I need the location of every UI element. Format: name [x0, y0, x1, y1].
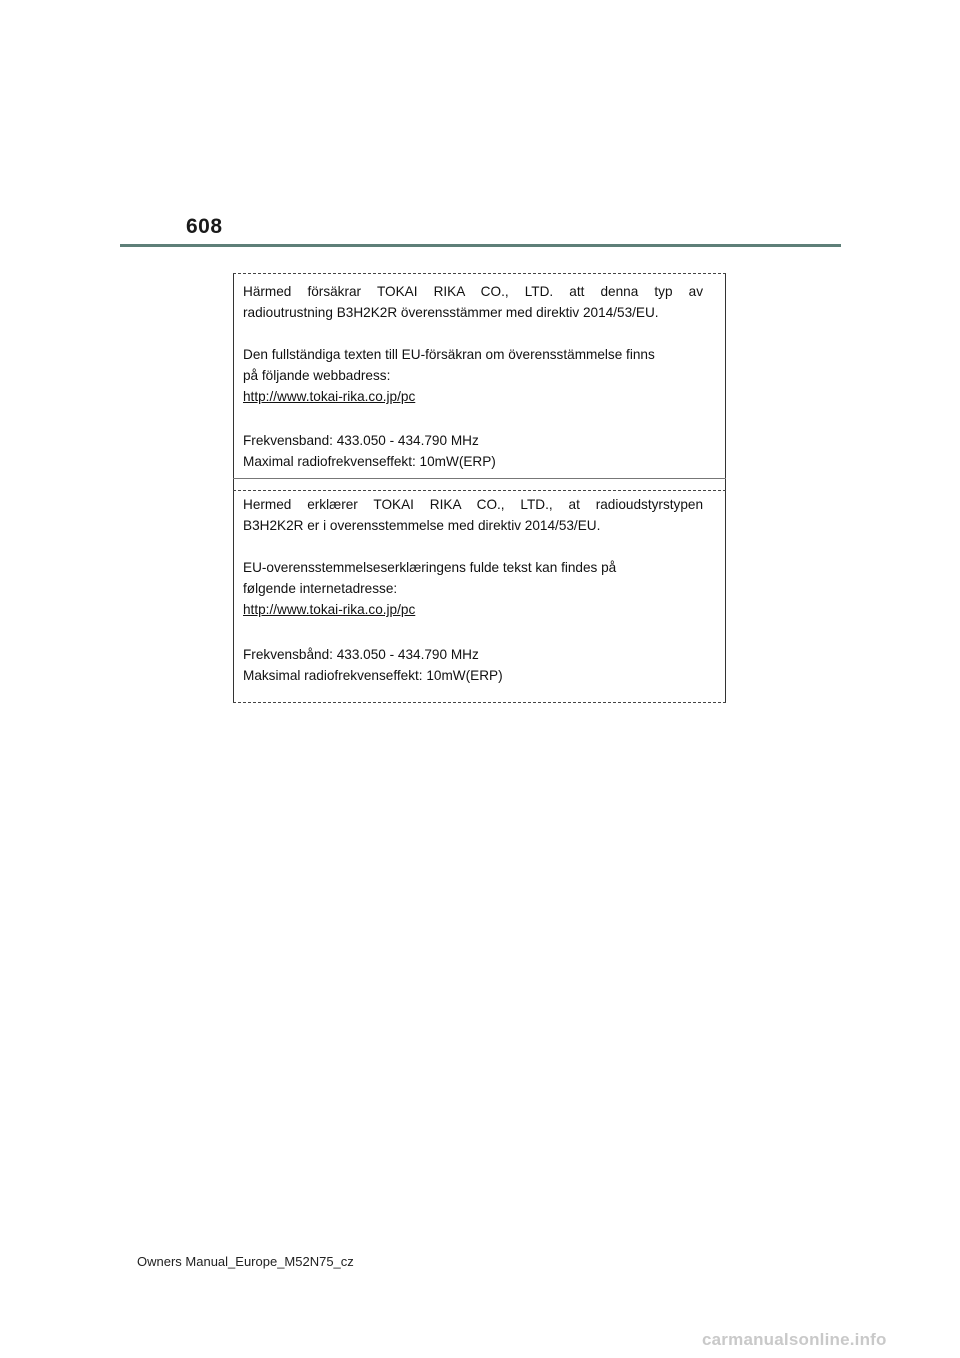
regulatory-notice-box: [233, 273, 726, 703]
danish-fulltext-line-1: EU-overensstemmelseserklæringens fulde tekst kan findes på: [243, 560, 617, 575]
swedish-fulltext-line-2: på följande webbadress:: [243, 368, 391, 383]
notice-section-divider: [233, 478, 726, 479]
swedish-declaration-line-1: Härmed försäkrar TOKAI RIKA CO., LTD. att denna typ av: [243, 284, 703, 299]
swedish-declaration-url-link[interactable]: http://www.tokai-rika.co.jp/pc: [243, 389, 416, 404]
danish-frequency-band: Frekvensbånd: 433.050 - 434.790 MHz: [243, 647, 479, 662]
notice-middle-dashed-border: [233, 490, 726, 491]
swedish-fulltext: [243, 344, 703, 407]
header-rule: [120, 244, 841, 247]
danish-declaration-url-link[interactable]: http://www.tokai-rika.co.jp/pc: [243, 602, 416, 617]
swedish-frequency-band: Frekvensband: 433.050 - 434.790 MHz: [243, 433, 479, 448]
page-number: 608: [186, 215, 223, 238]
footer-manual-id: Owners Manual_Europe_M52N75_cz: [137, 1254, 354, 1269]
notice-top-dashed-border: [233, 273, 726, 274]
danish-max-power: Maksimal radiofrekvenseffekt: 10mW(ERP): [243, 668, 503, 683]
danish-fulltext-line-2: følgende internetadresse:: [243, 581, 398, 596]
danish-declaration-line-2: B3H2K2R er i overensstemmelse med direktiv 2014/53/EU.: [243, 518, 601, 533]
swedish-max-power: Maximal radiofrekvenseffekt: 10mW(ERP): [243, 454, 496, 469]
swedish-declaration: [243, 281, 703, 323]
danish-specs: [243, 644, 703, 686]
swedish-declaration-line-2: radioutrustning B3H2K2R överensstämmer med direktiv 2014/53/EU.: [243, 305, 659, 320]
danish-fulltext: [243, 557, 703, 620]
swedish-specs: [243, 430, 703, 472]
danish-declaration: [243, 494, 703, 536]
notice-bottom-dashed-border: [233, 702, 726, 703]
danish-declaration-line-1: Hermed erklærer TOKAI RIKA CO., LTD., at radioudstyrstypen: [243, 497, 703, 512]
swedish-fulltext-line-1: Den fullständiga texten till EU-försäkran om överensstämmelse finns: [243, 347, 655, 362]
watermark: carmanualsonline.info: [702, 1330, 887, 1349]
